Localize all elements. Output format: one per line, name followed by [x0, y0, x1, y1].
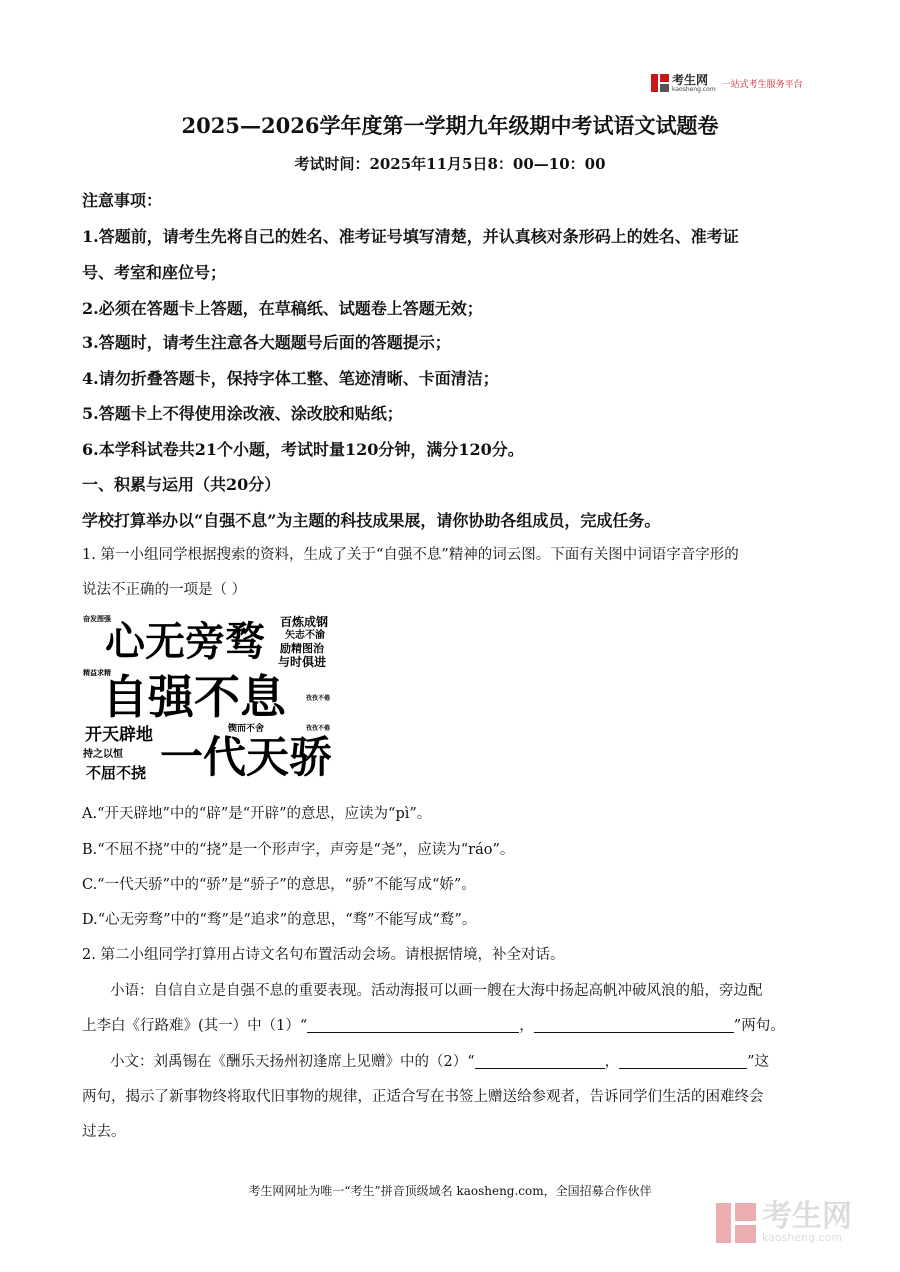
word-cloud-word: 自强不息: [102, 670, 286, 724]
q1-option-d: D.“心无旁骛”中的“骛”是“追求”的意思，“骛”不能写成“鹜”。: [82, 912, 477, 928]
word-cloud-word: 孜孜不倦: [306, 725, 331, 732]
logo-slogan: 一站式考生服务平台: [721, 79, 803, 90]
q1-stem-line1: 1. 第一小组同学根据搜索的资料，生成了关于“自强不息”精神的词云图。下面有关图中词语字音字形的: [82, 547, 739, 563]
footer-text: 考生网网址为唯一“考生”拼音顶级域名 kaosheng.com，全国招募合作伙伴: [248, 1184, 652, 1198]
watermark-domain: kaosheng.com: [762, 1231, 843, 1244]
q1-stem-line2: 说法不正确的一项是（ ）: [82, 582, 247, 598]
word-cloud-word: 一代天骄: [160, 733, 332, 783]
word-cloud-word: 不屈不挠: [86, 764, 147, 782]
word-cloud-word: 持之以恒: [83, 749, 123, 760]
note-item: 号、考室和座位号；: [82, 263, 227, 282]
word-cloud-word: 精益求精: [83, 669, 111, 677]
note-item: 6.本学科试卷共21个小题，考试时量120分钟，满分120分。: [82, 440, 524, 459]
comma: ，: [604, 1054, 620, 1070]
note-item: 5.答题卡上不得使用涂改液、涂改胶和贴纸；: [82, 404, 403, 423]
note-item: 1.答题前，请考生先将自己的姓名、准考证号填写清楚，并认真核对条形码上的姓名、准考证: [82, 227, 739, 246]
watermark-name: 考生网: [762, 1199, 852, 1234]
word-cloud-word: 矢志不渝: [285, 630, 325, 641]
answer-blank-1a[interactable]: [307, 1016, 519, 1033]
section-intro: 学校打算举办以“自强不息”为主题的科技成果展，请你协助各组成员，完成任务。: [82, 511, 661, 530]
q2-xiaowen-line3: 过去。: [82, 1124, 126, 1140]
watermark-logo: [716, 1199, 852, 1244]
word-cloud-word: 锲而不舍: [228, 724, 265, 734]
q1-option-a: A.“开天辟地”中的“辟”是“开辟”的意思，应读为“pì”。: [82, 806, 432, 822]
answer-blank-1b[interactable]: [534, 1016, 734, 1033]
logo-name: 考生网: [672, 72, 709, 87]
word-cloud-word: 心无旁骛: [105, 619, 265, 665]
answer-blank-2a[interactable]: [475, 1052, 605, 1069]
logo-mark-icon: [651, 74, 669, 92]
word-cloud-word: 与时俱进: [278, 655, 327, 669]
note-item: 4.请勿折叠答题卡，保持字体工整、笔迹清晰、卡面清洁；: [82, 369, 499, 388]
word-cloud-word: 奋发图强: [83, 615, 111, 623]
q2-xiaowen-pre: 小文：刘禹锡在《酬乐天扬州初逢席上见赠》中的（2）“: [110, 1054, 475, 1070]
q2-xiaoyu-line1: 小语：自信自立是自强不息的重要表现。活动海报可以画一艘在大海中扬起高帆冲破风浪的船，旁边配: [110, 983, 763, 999]
word-cloud-word: 百炼成钢: [280, 615, 329, 629]
answer-blank-2b[interactable]: [619, 1052, 747, 1069]
comma: ，: [519, 1018, 534, 1034]
q1-option-c: C.“一代天骄”中的“骄”是“骄子”的意思，“骄”不能写成“娇”。: [82, 877, 476, 893]
notes-heading: 注意事项：: [82, 191, 163, 210]
section-heading: 一、积累与运用（共20分）: [82, 475, 281, 494]
note-item: 2.必须在答题卡上答题，在草稿纸、试题卷上答题无效；: [82, 299, 483, 318]
q2-xiaoyu-post: ”两句。: [733, 1018, 785, 1034]
q2-xiaoyu-pre: 上李白《行路难》(其一）中（1）“: [82, 1018, 308, 1034]
watermark-mark-icon: [716, 1203, 756, 1243]
q2-xiaowen-line2: 两句，揭示了新事物终将取代旧事物的规律，正适合写在书签上赠送给参观者，告诉同学们生活的困难终会: [82, 1089, 764, 1105]
word-cloud-image: [80, 612, 342, 784]
q2-xiaoyu-line2: [82, 1014, 785, 1035]
q2-stem: 2. 第二小组同学打算用占诗文名句布置活动会场。请根据情境，补全对话。: [82, 947, 565, 963]
word-cloud-word: 开天辟地: [85, 725, 153, 745]
q1-option-b: B.“不屈不挠”中的“挠”是一个形声字，声旁是“尧”，应读为“ráo”。: [82, 842, 515, 858]
site-logo: [651, 72, 803, 94]
logo-domain: kaosheng.com: [672, 85, 716, 93]
q2-xiaowen-line1: [110, 1050, 769, 1071]
word-cloud-word: 孜孜不倦: [306, 695, 331, 702]
q2-xiaowen-post: ”这: [747, 1054, 770, 1070]
exam-time: 考试时间：2025年11月5日8：00—10：00: [294, 155, 606, 173]
note-item: 3.答题时，请考生注意各大题题号后面的答题提示；: [82, 333, 451, 352]
page-title: 2025—2026学年度第一学期九年级期中考试语文试题卷: [181, 113, 719, 138]
word-cloud-word: 励精图治: [280, 642, 324, 655]
